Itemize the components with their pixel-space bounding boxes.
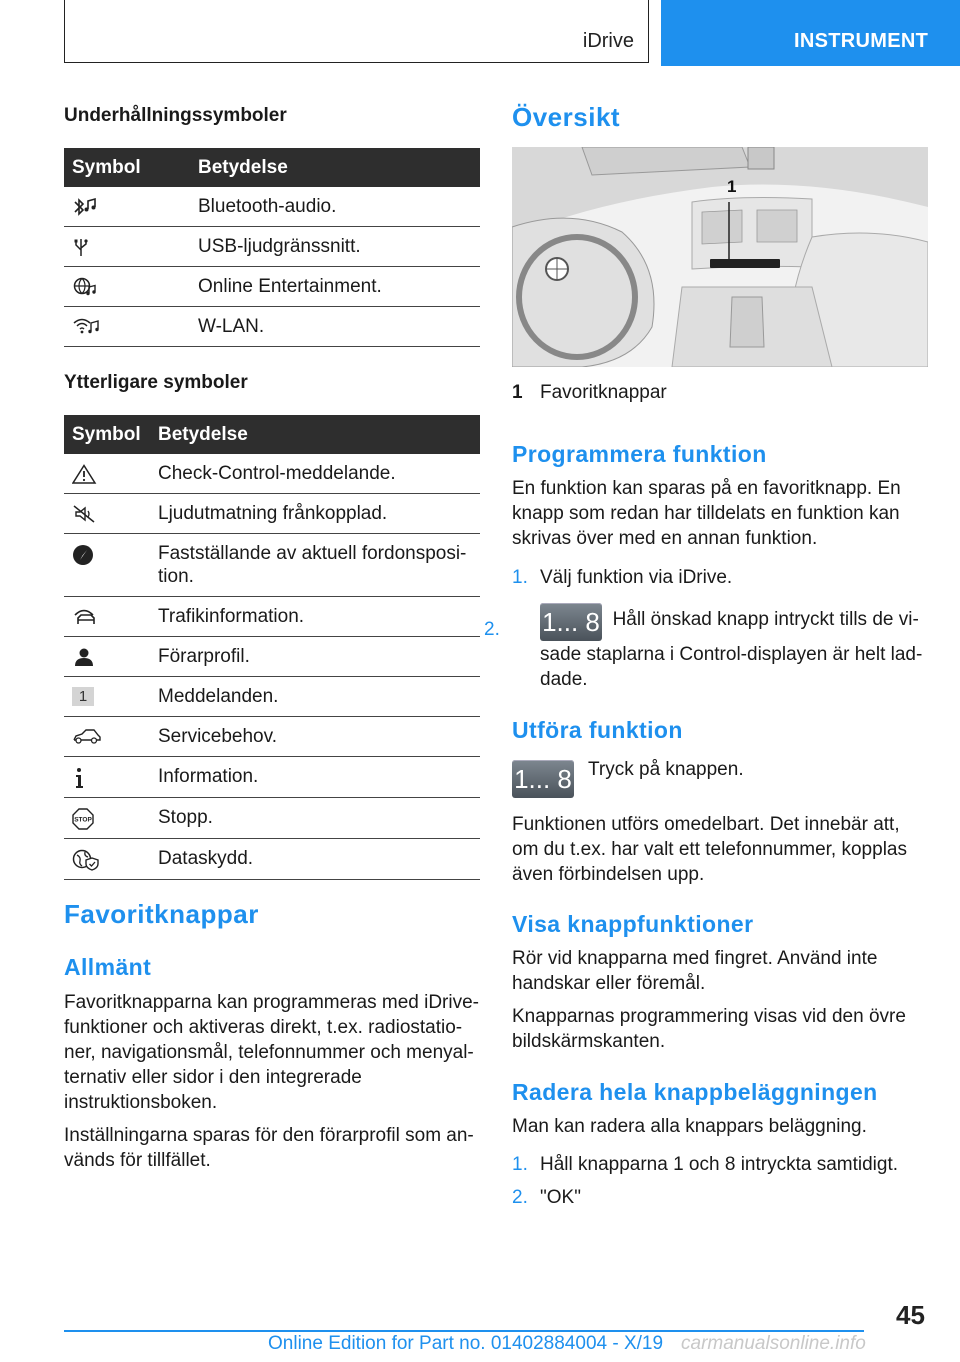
row-meaning: Ljudutmatning frånkopplad. bbox=[150, 494, 480, 534]
header-section-tab bbox=[64, 0, 649, 63]
list-item bbox=[512, 1185, 928, 1210]
entertainment-table bbox=[64, 148, 480, 347]
delete-paragraph: Man kan radera alla knappars beläggning. bbox=[512, 1116, 867, 1137]
delete-heading: Radera hela knappbeläggningen bbox=[512, 1079, 878, 1105]
step-text: Håll önskad knapp intryckt tills de vi‐sade staplarna i Control-displayen är helt lad‐dade. bbox=[540, 609, 923, 690]
table-row bbox=[64, 454, 480, 494]
info-icon bbox=[72, 767, 98, 789]
entertainment-heading: Underhållningssymboler bbox=[64, 105, 287, 126]
row-meaning: W-LAN. bbox=[190, 307, 480, 347]
position-icon bbox=[72, 544, 98, 566]
page-number: 45 bbox=[896, 1300, 925, 1330]
svg-text:STOP: STOP bbox=[74, 816, 92, 824]
show-functions-heading: Visa knappfunktioner bbox=[512, 911, 754, 937]
table-header-meaning: Betydelse bbox=[150, 415, 480, 454]
step-text: Håll knapparna 1 och 8 intryckta samtidigt. bbox=[540, 1154, 899, 1175]
usb-icon bbox=[72, 237, 98, 257]
table-row bbox=[64, 307, 480, 347]
overview-heading: Översikt bbox=[512, 102, 621, 132]
table-row bbox=[64, 637, 480, 677]
legend-text: Favoritknappar bbox=[540, 382, 667, 403]
row-meaning: Check-Control-meddelande. bbox=[150, 454, 480, 494]
row-meaning: USB-ljudgränssnitt. bbox=[190, 227, 480, 267]
table-row bbox=[64, 187, 480, 227]
table-row bbox=[64, 494, 480, 534]
table-row bbox=[64, 267, 480, 307]
general-paragraph-2: Inställningarna sparas för den förarprofil som an‐vänds för tillfället. bbox=[64, 1125, 474, 1171]
row-meaning: Online Entertainment. bbox=[190, 267, 480, 307]
table-row bbox=[64, 677, 480, 717]
step-text: Välj funktion via iDrive. bbox=[540, 567, 733, 588]
wlan-icon bbox=[72, 317, 100, 337]
online-entertainment-icon bbox=[72, 277, 98, 297]
table-row bbox=[64, 757, 480, 798]
favorite-key-icon bbox=[512, 760, 574, 798]
program-heading: Programmera funktion bbox=[512, 441, 767, 467]
execute-paragraph: Funktionen utförs omedelbart. Det innebär att, om du t.ex. har valt ett telefonnummer, kopplas även förbindelsen upp. bbox=[512, 814, 907, 885]
list-item bbox=[484, 603, 928, 692]
legend-number: 1 bbox=[512, 382, 523, 403]
table-row bbox=[64, 798, 480, 839]
step-number: 2. bbox=[512, 1187, 528, 1208]
execute-text: Tryck på knappen. bbox=[588, 759, 744, 780]
driver-profile-icon bbox=[72, 647, 98, 667]
table-row bbox=[64, 227, 480, 267]
list-item bbox=[512, 1152, 928, 1177]
traffic-info-icon bbox=[72, 607, 100, 627]
data-privacy-icon bbox=[72, 849, 100, 871]
step-number: 1. bbox=[512, 567, 528, 588]
dashboard-illustration bbox=[512, 147, 928, 367]
favorites-heading: Favoritknappar bbox=[64, 899, 259, 929]
favorite-key-icon: 1... 8 bbox=[540, 603, 602, 641]
mute-icon bbox=[72, 504, 98, 524]
callout-label: 1 bbox=[727, 177, 737, 196]
table-row bbox=[64, 597, 480, 637]
other-symbols-heading: Ytterligare symboler bbox=[64, 372, 248, 393]
row-meaning: Stopp. bbox=[150, 798, 480, 839]
row-meaning: Bluetooth-audio. bbox=[190, 187, 480, 227]
row-meaning: Trafikinformation. bbox=[150, 597, 480, 637]
step-number: 1. bbox=[512, 1154, 528, 1175]
table-row bbox=[64, 717, 480, 757]
table-header-symbol: Symbol bbox=[64, 148, 190, 187]
header-chapter-tab bbox=[661, 0, 960, 66]
figure-legend bbox=[512, 380, 928, 405]
header-chapter-label: INSTRUMENT bbox=[794, 30, 929, 52]
other-symbols-table bbox=[64, 415, 480, 880]
bluetooth-audio-icon bbox=[72, 197, 98, 217]
row-meaning: Fastställande av aktuell fordonsposi‐ tion. bbox=[150, 534, 480, 597]
warning-triangle-icon bbox=[72, 464, 98, 484]
row-meaning: Dataskydd. bbox=[150, 839, 480, 880]
header-section-label: iDrive bbox=[582, 30, 634, 52]
message-badge-icon: 1 bbox=[72, 687, 94, 706]
row-meaning: Förarprofil. bbox=[150, 637, 480, 677]
favorite-key-label: 1... 8 bbox=[512, 760, 574, 798]
footer-divider bbox=[64, 1330, 864, 1332]
car-service-icon bbox=[72, 727, 102, 747]
footer-edition: Online Edition for Part no. 01402884004 - X/19 bbox=[268, 1333, 664, 1354]
table-header-symbol: Symbol bbox=[64, 415, 150, 454]
stop-icon bbox=[72, 808, 98, 830]
execute-heading: Utföra funktion bbox=[512, 717, 683, 743]
program-paragraph: En funktion kan sparas på en favoritknapp. En knapp som redan har tilldelats en funktion kan skrivas över med en annan funktion. bbox=[512, 478, 901, 549]
row-meaning: Information. bbox=[150, 757, 480, 798]
row-meaning: Servicebehov. bbox=[150, 717, 480, 757]
step-text: "OK" bbox=[540, 1187, 581, 1208]
step-number: 2. bbox=[484, 619, 500, 640]
general-paragraph-1: Favoritknapparna kan programmeras med iDrive-funktioner och aktiveras direkt, t.ex. radiostatio‐ner, navigationsmål, telefonnummer och menyal‐ternativ eller sidor i den integrerade instruktionsboken. bbox=[64, 992, 479, 1113]
table-header-meaning: Betydelse bbox=[190, 148, 480, 187]
row-meaning: Meddelanden. bbox=[150, 677, 480, 717]
general-heading: Allmänt bbox=[64, 954, 152, 980]
show-paragraph-2: Knapparnas programmering visas vid den övre bildskärmskanten. bbox=[512, 1006, 906, 1052]
footer-watermark[interactable]: carmanualsonline.info bbox=[681, 1333, 866, 1354]
list-item bbox=[512, 565, 928, 590]
table-row bbox=[64, 534, 480, 597]
table-row bbox=[64, 839, 480, 880]
show-paragraph-1: Rör vid knapparna med fingret. Använd inte handskar eller föremål. bbox=[512, 948, 878, 994]
